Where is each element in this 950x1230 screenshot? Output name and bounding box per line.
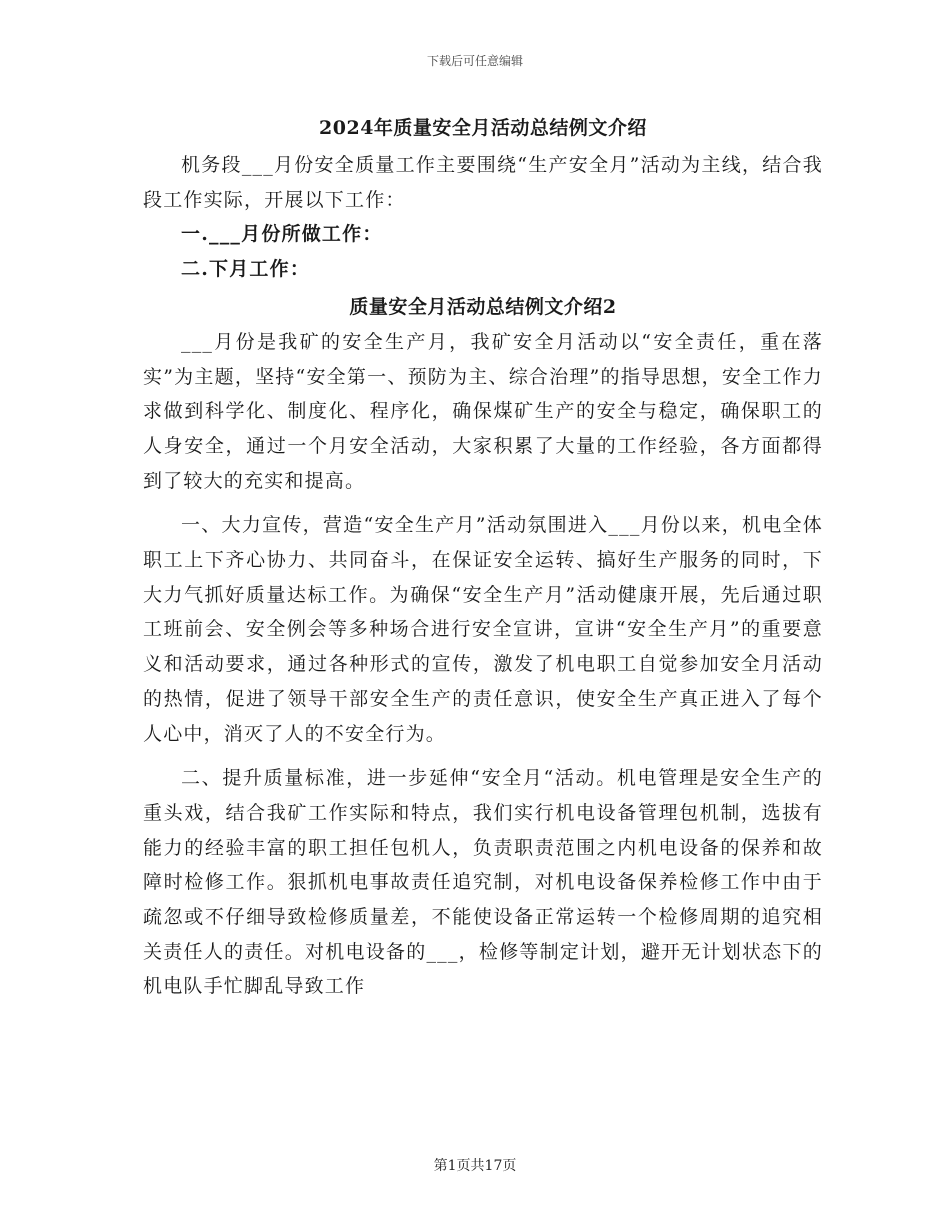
section-heading-two: 二.下月工作： [181, 258, 311, 281]
header-note: 下载后可任意编辑 [426, 54, 523, 68]
page-number: 第1页共17页 [433, 1158, 517, 1174]
paragraph-1: ___月份是我矿的安全生产月，我矿安全月活动以“安全责任，重在落实”为主题，坚持“安全第一、预防为主、综合治理”的指导思想，安全工作力求做到科学化、制度化、程序化，确保煤矿生产的安全与稳定，确保职工的人身安全，通过一个月安全活动，大家积累了大量的工作经验，各方面都得到了较大的充实和提高。 [143, 330, 823, 492]
document-body [143, 112, 823, 1004]
intro-paragraph: 机务段___月份安全质量工作主要围绕“生产安全月”活动为主线，结合我段工作实际，开展以下工作： [143, 154, 823, 211]
section-heading-one: 一.___月份所做工作： [181, 223, 383, 246]
paragraph-3: 二、提升质量标准，进一步延伸“安全月“活动。机电管理是安全生产的重头戏，结合我矿工作实际和特点，我们实行机电设备管理包机制，选拔有能力的经验丰富的职工担任包机人，负责职责范围之内机电设备的保养和故障时检修工作。狠抓机电事故责任追究制，对机电设备保养检修工作中由于疏忽或不仔细导致检修质量差，不能使设备正常运转一个检修周期的追究相关责任人的责任。对机电设备的___，检修等制定计划，避开无计划状态下的机电队手忙脚乱导致工作 [143, 767, 823, 998]
subtitle-two: 质量安全月活动总结例文介绍2 [349, 295, 617, 318]
document-title: 2024年质量安全月活动总结例文介绍 [319, 117, 647, 139]
paragraph-2: 一、大力宣传，营造“安全生产月”活动氛围进入___月份以来，机电全体职工上下齐心协力、共同奋斗，在保证安全运转、搞好生产服务的同时，下大力气抓好质量达标工作。为确保“安全生产月”活动健康开展，先后通过职工班前会、安全例会等多种场合进行安全宣讲，宣讲“安全生产月”的重要意义和活动要求，通过各种形式的宣传，激发了机电职工自觉参加安全月活动的热情，促进了领导干部安全生产的责任意识，使安全生产真正进入了每个人心中，消灭了人的不安全行为。 [143, 514, 823, 745]
